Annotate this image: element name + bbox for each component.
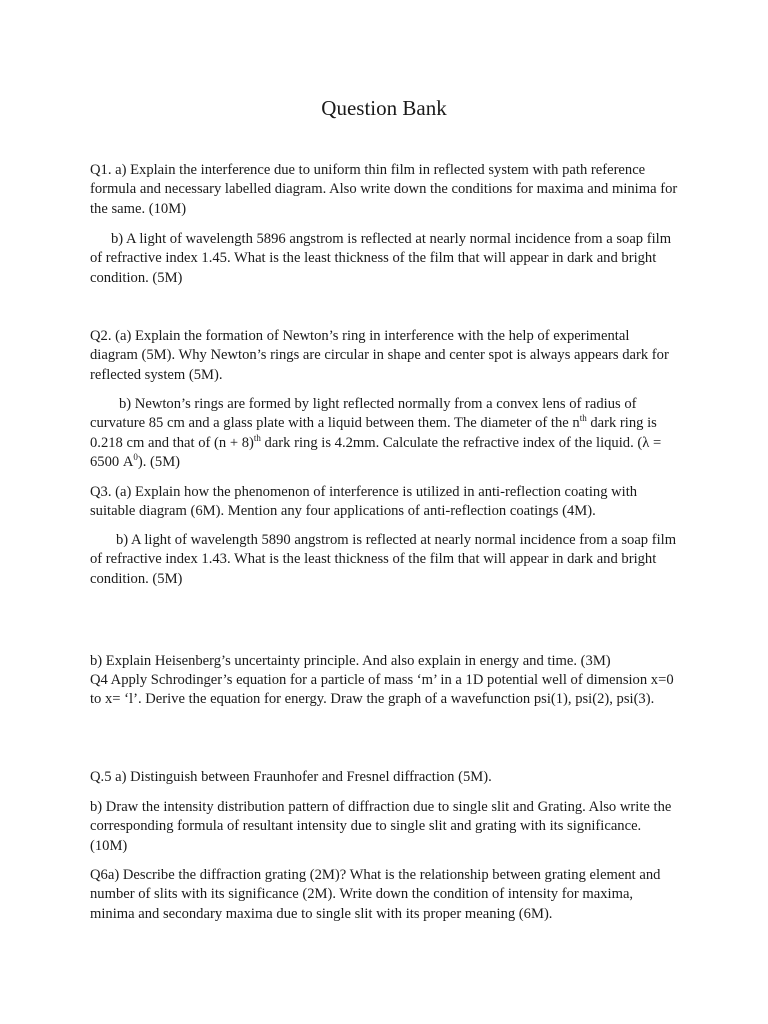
q2-part-b-superscript-1: th xyxy=(579,413,587,424)
q2-part-b xyxy=(90,395,680,473)
q2-part-b-superscript-2: th xyxy=(253,432,261,443)
q1-part-b: b) A light of wavelength 5896 angstrom is reflected at nearly normal incidence from a soap film of refractive index 1.45. What is the least thickness of the film that will appear in dark and bright condition. (5M) xyxy=(90,231,672,286)
q1-part-a: Q1. a) Explain the interference due to uniform thin film in reflected system with path reference formula and necessary labelled diagram. Also write down the conditions for maxima and minima for the same. (10M) xyxy=(90,162,678,217)
q2-part-b-superscript-3: 0 xyxy=(133,452,138,463)
page-title: Question Bank xyxy=(321,96,447,120)
q2-part-b-text-2: dark ring is 0.218 cm and that of (n + 8) xyxy=(90,415,657,451)
q2-part-a: Q2. (a) Explain the formation of Newton’s ring in interference with the help of experimental diagram (5M). Why Newton’s rings are circular in shape and center spot is always appears dark for reflected system (5M). xyxy=(90,328,669,383)
q3-part-b: b) A light of wavelength 5890 angstrom is reflected at nearly normal incidence from a soap film of refractive index 1.43. What is the least thickness of the film that will appear in dark and bright condition. (5M) xyxy=(90,532,677,587)
q2-part-b-text-1: b) Newton’s rings are formed by light reflected normally from a convex lens of radius of curvature 85 cm and a glass plate with a liquid between them. The diameter of the n xyxy=(90,396,637,432)
q6-question: Q6a) Describe the diffraction grating (2M)? What is the relationship between grating element and number of slits with its significance (2M). Write down the condition of intensity for maxima, minima and secondary maxima due to single slit with its proper meaning (6M). xyxy=(90,867,661,922)
q2-part-b-text-4: ). (5M) xyxy=(137,454,181,471)
heisenberg-question: b) Explain Heisenberg’s uncertainty principle. And also explain in energy and time. (3M) xyxy=(90,653,611,669)
q3-part-a: Q3. (a) Explain how the phenomenon of interference is utilized in anti-reflection coating with suitable diagram (6M). Mention any four applications of anti-reflection coatings (4M). xyxy=(90,484,638,520)
q2-part-b-text-3: dark ring is 4.2mm. Calculate the refractive index of the liquid. (λ = 6500 A xyxy=(90,434,662,471)
q4-question: Q4 Apply Schrodinger’s equation for a particle of mass ‘m’ in a 1D potential well of dimension x=0 to x= ‘l’. Derive the equation for energy. Draw the graph of a wavefunction psi(1), psi(2), psi(3). xyxy=(90,672,674,708)
q5-part-b: b) Draw the intensity distribution pattern of diffraction due to single slit and Grating. Also write the corresponding formula of resultant intensity due to single slit and grating with its significance. (10M) xyxy=(90,799,672,854)
q5-part-a: Q.5 a) Distinguish between Fraunhofer and Fresnel diffraction (5M). xyxy=(90,769,492,785)
